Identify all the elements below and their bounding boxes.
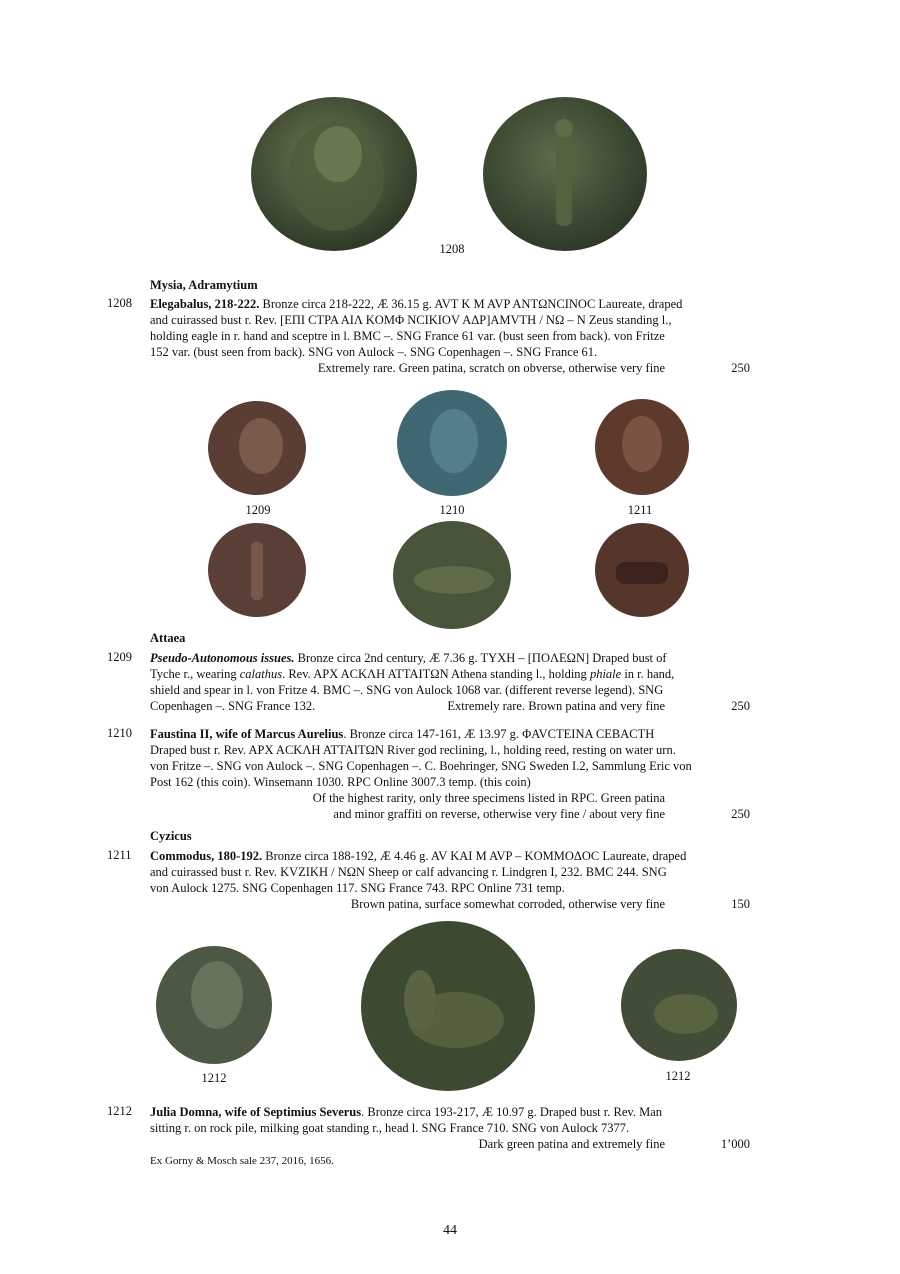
figure-number-1212-right: 1212 [665, 1069, 691, 1083]
coin-1212-obverse [155, 945, 273, 1065]
lot-1208-line-4: 152 var. (bust seen from back). SNG von Aulock –. SNG Copenhagen –. SNG France 61. [150, 345, 598, 359]
lot-1211-price: 150 [731, 897, 750, 911]
lot-1210-line-2: Draped bust r. Rev. APX ACKΛH ATTAITΩN River god reclining, l., holding reed, resting on water urn. [150, 743, 676, 757]
lot-1212-condition: Dark green patina and extremely fine [478, 1137, 665, 1151]
lot-1209-calathus: calathus [239, 667, 283, 681]
lot-number-1209: 1209 [107, 650, 132, 664]
lot-1211-line-2: and cuirassed bust r. Rev. KVZIKH / NΩN Sheep or calf advancing r. Lindgren I, 232. BMC 244. SNG [150, 865, 667, 879]
lot-1212-provenance: Ex Gorny & Mosch sale 237, 2016, 1656. [150, 1155, 334, 1167]
lot-1212-ruler: Julia Domna, wife of Septimius Severus [150, 1105, 362, 1119]
coin-1211-reverse [594, 522, 690, 618]
lot-1211-line-1-text: Bronze circa 188-192, Æ 4.46 g. AV KAI M AVP – KOMMOΔOC Laureate, draped [262, 849, 687, 863]
lot-number-1211: 1211 [107, 848, 132, 862]
coin-1208-reverse [482, 96, 648, 252]
coin-1209-obverse [207, 400, 307, 496]
lot-1210-ruler: Faustina II, wife of Marcus Aurelius [150, 727, 344, 741]
lot-1211-line-1 [150, 848, 750, 864]
coin-1211-obverse [594, 398, 690, 496]
lot-number-1210: 1210 [107, 726, 132, 740]
lot-1209-line-2c: in r. hand, [621, 667, 675, 681]
lot-1212-description [150, 1104, 750, 1136]
region-heading-mysia-adramytium: Mysia, Adramytium [150, 278, 258, 292]
coin-1210-obverse [396, 389, 508, 497]
lot-1209-line-2 [150, 666, 750, 682]
figure-number-1209: 1209 [245, 503, 271, 517]
lot-1212-line-1-text: . Bronze circa 193-217, Æ 10.97 g. Draped bust r. Rev. Man [361, 1105, 662, 1119]
lot-1210-line-3: von Fritze –. SNG von Aulock –. SNG Copenhagen –. C. Boehringer, SNG Sweden I.2, Sammlung Eric von [150, 759, 692, 773]
lot-1210-price: 250 [731, 807, 750, 821]
lot-1209-price: 250 [731, 699, 750, 713]
lot-1210-condition-line-2: and minor graffiti on reverse, otherwise very fine / about very fine [333, 807, 665, 821]
lot-1211-description [150, 848, 750, 896]
lot-1212-line-1 [150, 1104, 750, 1120]
lot-1208-line-3: holding eagle in r. hand and sceptre in l. BMC –. SNG France 61 var. (bust seen from back). von Fritze [150, 329, 665, 343]
coin-1210-reverse [392, 520, 512, 630]
lot-1211-ruler: Commodus, 180-192. [150, 849, 263, 863]
figure-number-1208: 1208 [439, 242, 465, 256]
region-heading-cyzicus: Cyzicus [150, 829, 192, 843]
lot-1211-line-3: von Aulock 1275. SNG Copenhagen 117. SNG France 743. RPC Online 731 temp. [150, 881, 565, 895]
region-heading-attaea: Attaea [150, 631, 186, 645]
coin-1208-obverse [250, 96, 418, 252]
figure-number-1210: 1210 [439, 503, 465, 517]
page-number: 44 [443, 1223, 457, 1238]
lot-1210-line-4: Post 162 (this coin). Winsemann 1030. RPC Online 3007.3 temp. (this coin) [150, 775, 531, 789]
lot-1208-ruler: Elegabalus, 218-222. [150, 297, 260, 311]
lot-1209-line-2b: . Rev. APX ACKΛH ATTAITΩN Athena standing l., holding [282, 667, 590, 681]
lot-1208-line-1 [150, 296, 750, 312]
lot-1209-line-4-text: Copenhagen –. SNG France 132. [150, 699, 316, 713]
coin-1212-reverse-large [360, 920, 536, 1092]
coin-1212-reverse-small [620, 948, 738, 1062]
figure-number-1211: 1211 [627, 503, 653, 517]
lot-1208-line-1-text: Bronze circa 218-222, Æ 36.15 g. AVT K M AVP ANTΩNCINOC Laureate, draped [259, 297, 683, 311]
lot-1210-description [150, 726, 750, 790]
lot-1209-ruler: Pseudo-Autonomous issues. [150, 651, 295, 665]
lot-1209-line-3: shield and spear in l. von Fritze 4. BMC –. SNG von Aulock 1068 var. (different reverse legend). SNG [150, 683, 664, 697]
lot-1209-condition: Extremely rare. Brown patina and very fine [447, 699, 665, 713]
lot-1211-condition: Brown patina, surface somewhat corroded, otherwise very fine [350, 897, 665, 911]
lot-1209-line-2a: Tyche r., wearing [150, 667, 240, 681]
lot-1212-line-2: sitting r. on rock pile, milking goat standing r., head l. SNG France 710. SNG von Aulock 7377. [150, 1121, 630, 1135]
figure-number-1212-left: 1212 [201, 1071, 227, 1085]
lot-1212-price: 1’000 [720, 1137, 750, 1151]
lot-1209-line-1 [150, 650, 750, 666]
lot-1209-phiale: phiale [589, 667, 622, 681]
lot-1208-line-2: and cuirassed bust r. Rev. [EΠI CTPA AIΛ KOMΦ NCIKIOV AΔP]AMVTH / NΩ – N Zeus standing l., [150, 313, 672, 327]
lot-number-1208: 1208 [107, 296, 132, 310]
coin-1209-reverse [207, 522, 307, 618]
lot-1208-description [150, 296, 750, 360]
lot-1208-price: 250 [731, 361, 750, 375]
lot-number-1212: 1212 [107, 1104, 132, 1118]
lot-1209-line-1-text: Bronze circa 2nd century, Æ 7.36 g. TYXH – [ΠOΛEΩN] Draped bust of [294, 651, 667, 665]
lot-1210-line-1-text: . Bronze circa 147-161, Æ 13.97 g. ΦAVCTEINA CEBACTH [343, 727, 655, 741]
lot-1210-line-1 [150, 726, 750, 742]
lot-1208-condition: Extremely rare. Green patina, scratch on obverse, otherwise very fine [317, 361, 665, 375]
lot-1210-condition-line-1: Of the highest rarity, only three specimens listed in RPC. Green patina [312, 791, 665, 805]
